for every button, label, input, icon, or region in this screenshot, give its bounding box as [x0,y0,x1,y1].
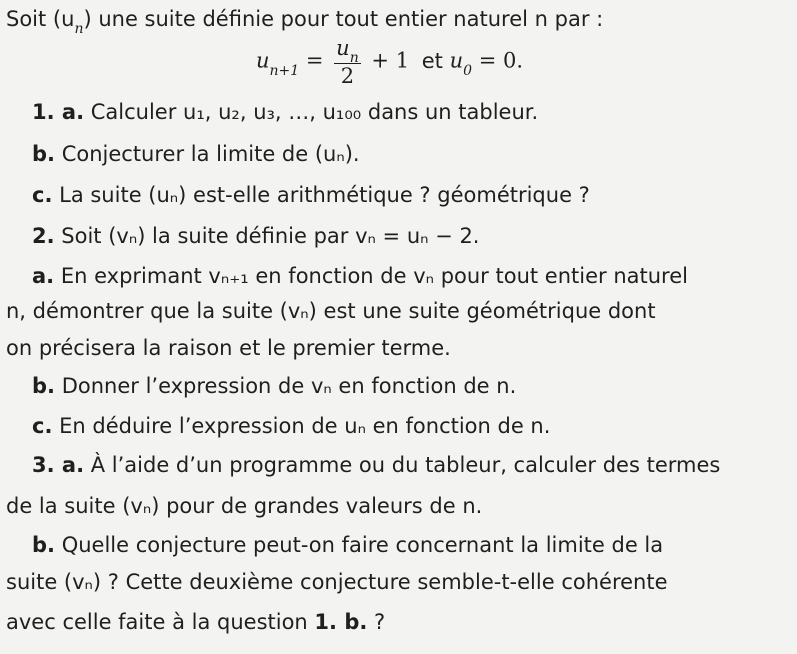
q1b-label: b. [32,142,56,166]
formula-fraction [334,36,361,88]
question-2b [32,371,516,401]
question-1b [32,139,360,169]
question-3b-line3 [6,607,385,637]
q1c-label: c. [32,183,53,207]
formula-equals: = [305,48,324,73]
q2-label: 2. [32,224,55,248]
question-1a [32,97,538,127]
q2c-text: En déduire l’expression de uₙ en fonction de n. [59,414,551,438]
q3a-label: 3. a. [32,453,85,477]
question-2a-line3: on précisera la raison et le premier terme. [6,336,451,360]
question-3b-line1 [32,530,663,560]
question-2 [32,221,479,251]
q2b-text: Donner l’expression de vₙ en fonction de n. [61,374,517,398]
numerator-sub: n [349,50,359,66]
intro-sub: n [74,21,84,37]
q3a-line1-text: À l’aide d’un programme ou du tableur, calculer des termes [90,453,721,477]
formula-lhs-sub: n+1 [269,62,300,79]
question-2a-line2: n, démontrer que la suite (vₙ) est une suite géométrique dont [6,299,656,323]
q1a-text: Calculer u₁, u₂, u₃, …, u₁₀₀ dans un tableur. [90,100,539,124]
question-3a-line2: de la suite (vₙ) pour de grandes valeurs de n. [6,494,483,518]
q1a-label: 1. a. [32,100,85,124]
q2-text: Soit (vₙ) la suite définie par vₙ = uₙ − 2. [61,224,480,248]
q3b-label: b. [32,533,56,557]
intro-line [6,4,603,37]
q2a-label: a. [32,264,55,288]
recurrence-formula [256,36,523,96]
formula-plus-one: + 1 [371,48,410,73]
intro-text: Soit (u [6,7,75,31]
q3b-line3-post: ? [367,610,386,634]
q2c-label: c. [32,414,53,438]
question-3a-line1 [32,450,720,480]
question-3b-line2: suite (vₙ) ? Cette deuxième conjecture semble-t-elle cohérente [6,570,668,594]
fraction-denominator: 2 [340,64,355,88]
q2a-line1-text: En exprimant vₙ₊₁ en fonction de vₙ pour tout entier naturel [60,264,688,288]
q1c-text: La suite (uₙ) est-elle arithmétique ? géométrique ? [59,183,590,207]
q3b-line3-ref: 1. b. [314,610,368,634]
q3b-line3-pre: avec celle faite à la question [6,610,315,634]
numerator-symbol: u [336,36,350,60]
intro-rest: ) une suite définie pour tout entier naturel n par : [83,7,604,31]
question-1c [32,180,590,210]
question-2c [32,411,550,441]
formula-lhs: u [256,48,270,73]
q1b-text: Conjecturer la limite de (uₙ). [61,142,360,166]
formula-u0: u [449,48,464,73]
fraction-numerator [334,36,361,64]
q3b-line1-text: Quelle conjecture peut-on faire concernant la limite de la [61,533,664,557]
formula-u0-sub: 0 [463,62,473,79]
question-2a-line1 [32,261,688,291]
q2b-label: b. [32,374,56,398]
formula-et: et [421,48,443,73]
formula-u0-value: = 0. [478,48,524,73]
